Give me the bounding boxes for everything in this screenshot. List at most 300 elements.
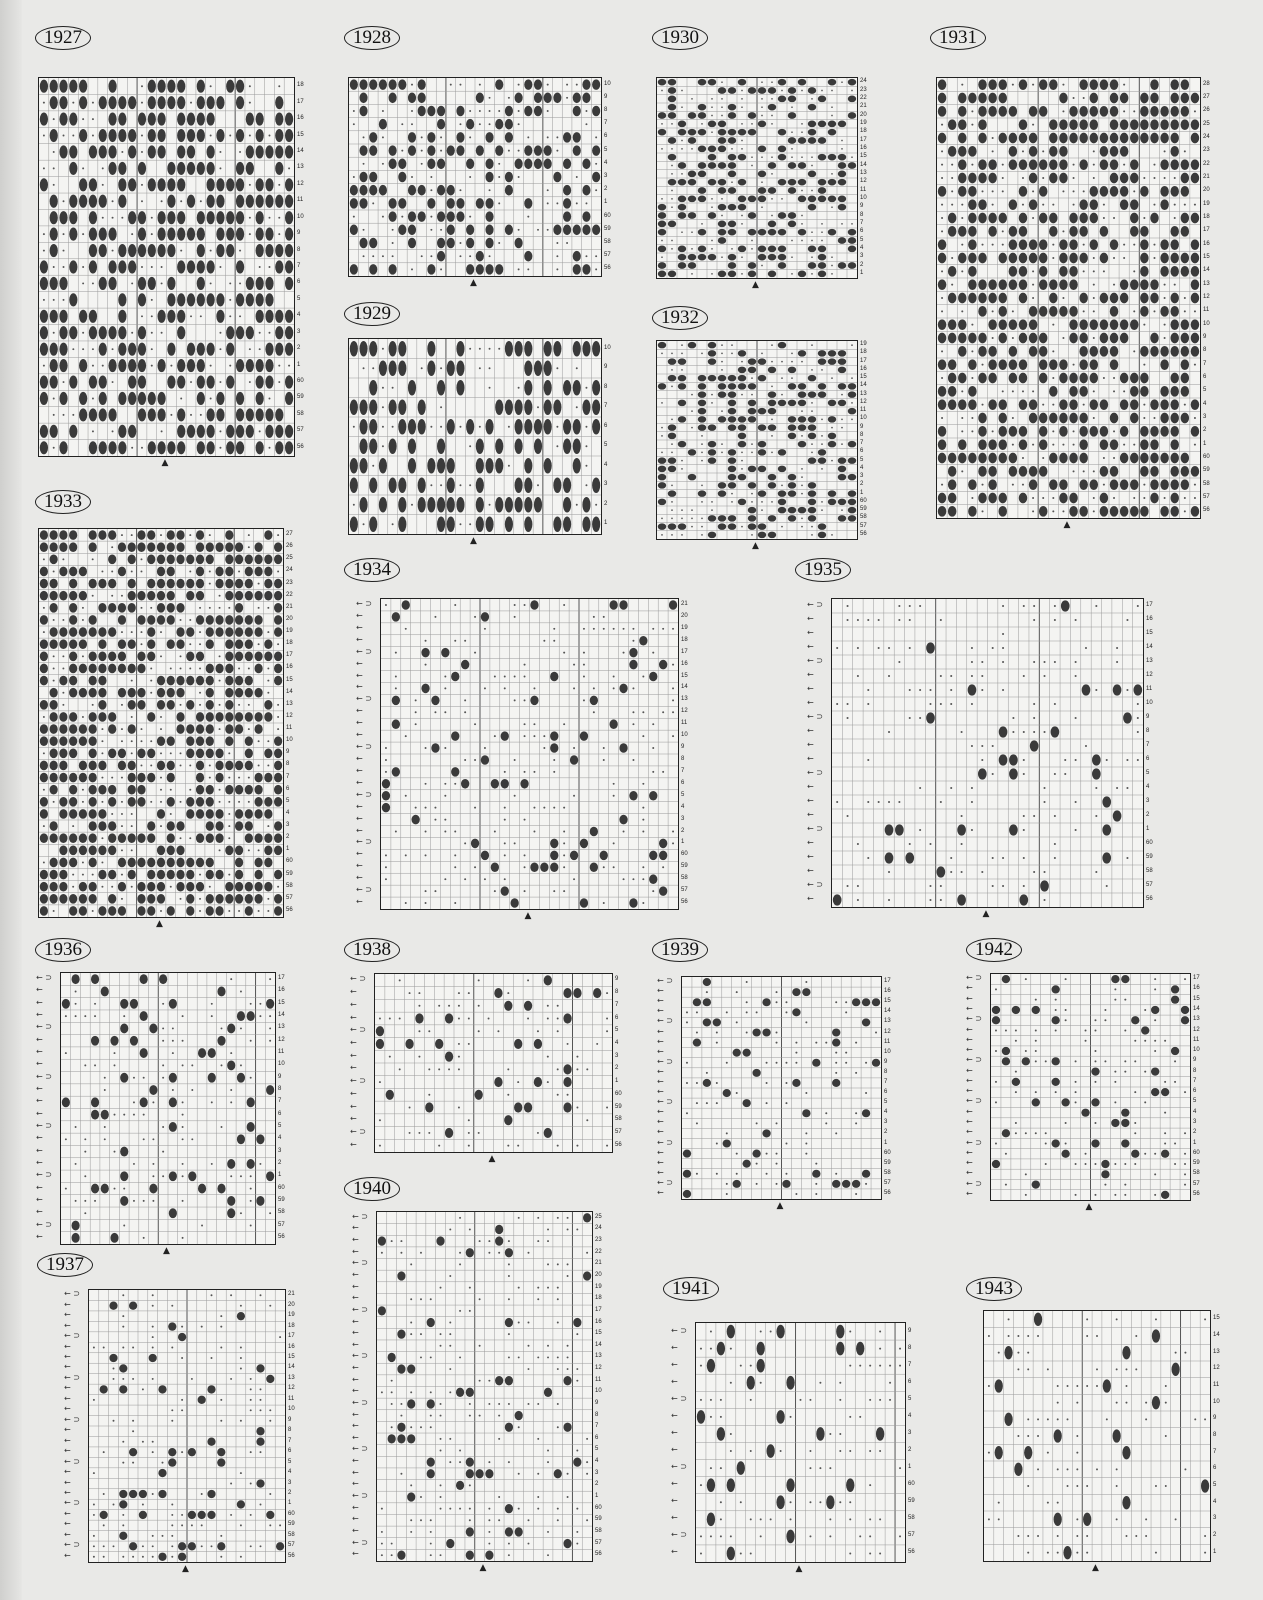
tuck-stitch-dot xyxy=(207,1490,215,1498)
tuck-stitch-dot xyxy=(788,179,796,186)
knit-stitch-point xyxy=(547,1081,549,1083)
tuck-stitch-dot xyxy=(938,186,946,197)
tuck-stitch-dot xyxy=(1100,466,1108,477)
tuck-stitch-dot xyxy=(718,121,726,128)
row-number: 5 xyxy=(297,295,301,302)
knit-stitch-point xyxy=(760,1382,762,1384)
knit-stitch-point xyxy=(909,689,911,691)
knit-stitch-point xyxy=(557,1094,559,1096)
knit-stitch-point xyxy=(381,1554,383,1556)
knit-stitch-point xyxy=(1075,717,1077,719)
knit-stitch-point xyxy=(836,703,838,705)
knit-stitch-point xyxy=(418,1132,420,1134)
tuck-stitch-dot xyxy=(157,591,165,601)
tuck-stitch-dot xyxy=(256,1438,264,1446)
knit-stitch-point xyxy=(811,240,813,242)
tuck-stitch-dot xyxy=(69,293,77,306)
tuck-stitch-dot xyxy=(988,226,996,237)
tuck-stitch-dot xyxy=(197,80,205,93)
tuck-stitch-dot xyxy=(475,1090,483,1100)
tuck-stitch-dot xyxy=(848,162,856,169)
knit-stitch-point xyxy=(440,1333,442,1335)
knit-stitch-point xyxy=(209,570,211,572)
knit-stitch-point xyxy=(1052,510,1054,512)
tuck-stitch-dot xyxy=(698,129,706,136)
knit-stitch-point xyxy=(652,747,654,749)
tuck-stitch-dot xyxy=(79,773,87,783)
tuck-stitch-dot xyxy=(658,212,666,219)
tuck-stitch-dot xyxy=(225,785,233,795)
tuck-stitch-dot xyxy=(1191,333,1199,344)
tuck-stitch-dot xyxy=(1120,119,1128,130)
tuck-stitch-dot xyxy=(59,639,67,649)
knit-stitch-point xyxy=(855,1122,857,1124)
knit-stitch-point xyxy=(1042,204,1044,206)
tuck-stitch-dot xyxy=(256,1427,264,1435)
tuck-stitch-dot xyxy=(708,179,716,186)
knit-stitch-point xyxy=(449,1333,451,1335)
knit-stitch-point xyxy=(710,1416,712,1418)
tuck-stitch-dot xyxy=(407,1364,415,1373)
tuck-stitch-dot xyxy=(1019,319,1027,330)
knit-stitch-point xyxy=(867,619,869,621)
tuck-stitch-dot xyxy=(359,438,367,454)
knit-stitch-point xyxy=(1143,324,1145,326)
knit-stitch-point xyxy=(671,386,673,388)
knit-stitch-point xyxy=(478,1030,480,1032)
row-number: 10 xyxy=(681,732,688,739)
knit-stitch-point xyxy=(53,151,55,153)
tuck-stitch-dot xyxy=(274,554,282,564)
knit-stitch-point xyxy=(444,711,446,713)
tuck-stitch-dot xyxy=(1079,506,1087,517)
knit-stitch-point xyxy=(1093,257,1095,259)
knit-stitch-point xyxy=(1002,190,1004,192)
tuck-stitch-dot xyxy=(425,1102,433,1112)
row-number: 15 xyxy=(278,999,285,1006)
knit-stitch-point xyxy=(113,1367,115,1369)
knit-stitch-point xyxy=(528,1543,530,1545)
tuck-stitch-dot xyxy=(629,898,637,908)
knit-stitch-point xyxy=(750,1552,752,1554)
tuck-stitch-dot xyxy=(778,246,786,253)
arrow-left-icon: ← xyxy=(36,997,43,1007)
knit-stitch-point xyxy=(756,1122,758,1124)
tuck-stitch-dot xyxy=(246,277,254,290)
knit-stitch-point xyxy=(711,198,713,200)
knit-stitch-point xyxy=(801,240,803,242)
knit-stitch-point xyxy=(43,299,45,301)
knit-stitch-point xyxy=(238,910,240,912)
tuck-stitch-dot xyxy=(728,383,736,390)
tuck-stitch-dot xyxy=(505,225,513,236)
tuck-stitch-dot xyxy=(108,530,116,540)
knit-stitch-point xyxy=(238,704,240,706)
tuck-stitch-dot xyxy=(999,506,1007,517)
knit-stitch-point xyxy=(458,1056,460,1058)
knit-stitch-point xyxy=(567,1263,569,1265)
knit-stitch-point xyxy=(381,1531,383,1533)
tuck-stitch-dot xyxy=(592,399,600,415)
tuck-stitch-dot xyxy=(1150,426,1158,437)
row-number: 8 xyxy=(297,246,301,253)
tuck-stitch-dot xyxy=(158,1553,166,1561)
tuck-stitch-dot xyxy=(1191,213,1199,224)
knit-stitch-point xyxy=(652,628,654,630)
knit-stitch-point xyxy=(547,189,549,191)
knit-stitch-point xyxy=(746,1032,748,1034)
tuck-stitch-dot xyxy=(1140,426,1148,437)
knit-stitch-point xyxy=(425,747,427,749)
tuck-stitch-dot xyxy=(274,894,282,904)
row-number: 4 xyxy=(604,461,608,468)
tuck-stitch-dot xyxy=(1170,159,1178,170)
tuck-stitch-dot xyxy=(708,79,716,86)
knit-stitch-point xyxy=(556,255,558,257)
tuck-stitch-dot xyxy=(256,1196,264,1206)
row-number: 20 xyxy=(860,111,867,118)
knit-stitch-point xyxy=(504,771,506,773)
tuck-stitch-dot xyxy=(157,615,165,625)
tuck-stitch-dot xyxy=(1059,253,1067,264)
tuck-stitch-dot xyxy=(59,392,67,405)
tuck-stitch-dot xyxy=(738,416,746,423)
knit-stitch-point xyxy=(392,523,394,525)
arrow-left-icon: ← xyxy=(352,1328,359,1338)
knit-stitch-point xyxy=(53,397,55,399)
tuck-stitch-dot xyxy=(447,198,455,209)
knit-stitch-point xyxy=(527,1018,529,1020)
knit-stitch-point xyxy=(867,857,869,859)
knit-stitch-point xyxy=(182,1101,184,1103)
knit-stitch-point xyxy=(721,452,723,454)
arrow-left-icon: ← xyxy=(807,670,814,679)
knit-stitch-point xyxy=(82,789,84,791)
knit-stitch-point xyxy=(1094,1030,1096,1032)
tuck-stitch-dot xyxy=(79,906,87,916)
knit-stitch-point xyxy=(160,777,162,779)
tuck-stitch-dot xyxy=(59,833,67,843)
tuck-stitch-dot xyxy=(524,251,532,262)
knit-stitch-point xyxy=(507,1145,509,1147)
tuck-stitch-dot xyxy=(215,712,223,722)
row-number: 8 xyxy=(288,1427,292,1434)
knit-stitch-point xyxy=(795,1042,797,1044)
tuck-stitch-dot xyxy=(186,748,194,758)
tuck-stitch-dot xyxy=(1191,133,1199,144)
tuck-stitch-dot xyxy=(544,145,552,156)
tuck-stitch-dot xyxy=(958,173,966,184)
knit-stitch-point xyxy=(248,849,250,851)
tuck-stitch-dot xyxy=(148,80,156,93)
tuck-stitch-dot xyxy=(1123,712,1132,723)
chart-cells xyxy=(657,341,857,539)
tuck-stitch-dot xyxy=(397,1329,405,1338)
knit-stitch-point xyxy=(488,1018,490,1020)
tuck-stitch-dot xyxy=(1090,133,1098,144)
knit-stitch-point xyxy=(971,124,973,126)
tuck-stitch-dot xyxy=(350,399,358,415)
tuck-stitch-dot xyxy=(534,159,542,170)
tuck-stitch-dot xyxy=(988,213,996,224)
tuck-stitch-dot xyxy=(108,833,116,843)
tuck-stitch-dot xyxy=(369,438,377,454)
knit-stitch-point xyxy=(53,414,55,416)
knit-stitch-point xyxy=(122,1514,124,1516)
knit-stitch-point xyxy=(43,102,45,104)
tuck-stitch-dot xyxy=(196,579,204,589)
tuck-stitch-dot xyxy=(378,1236,386,1245)
tuck-stitch-dot xyxy=(1019,279,1027,290)
tuck-stitch-dot xyxy=(938,133,946,144)
knit-stitch-point xyxy=(951,190,953,192)
knit-stitch-point xyxy=(440,1287,442,1289)
tuck-stitch-dot xyxy=(658,499,666,506)
tuck-stitch-dot xyxy=(119,1385,127,1393)
tuck-stitch-dot xyxy=(505,1423,513,1432)
tuck-stitch-dot xyxy=(752,1028,760,1036)
tuck-stitch-dot xyxy=(216,244,224,257)
tuck-stitch-dot xyxy=(999,93,1007,104)
tuck-stitch-dot xyxy=(275,343,283,356)
tuck-stitch-dot xyxy=(788,490,796,497)
tuck-stitch-dot xyxy=(237,1500,245,1508)
tuck-stitch-dot xyxy=(1102,852,1111,863)
tuck-stitch-dot xyxy=(1049,293,1057,304)
tuck-stitch-dot xyxy=(137,906,145,916)
tuck-stitch-dot xyxy=(948,506,956,517)
row-number: 7 xyxy=(615,1001,619,1008)
tuck-stitch-dot xyxy=(1110,466,1118,477)
tuck-stitch-dot xyxy=(69,228,77,241)
knit-stitch-point xyxy=(353,176,355,178)
tuck-stitch-dot xyxy=(573,341,581,357)
tuck-stitch-dot xyxy=(99,195,107,208)
knit-stitch-point xyxy=(230,1514,232,1516)
knit-stitch-point xyxy=(771,435,773,437)
row-number: 11 xyxy=(1203,307,1210,314)
tuck-stitch-dot xyxy=(1059,93,1067,104)
knit-stitch-point xyxy=(405,795,407,797)
tuck-stitch-dot xyxy=(718,204,726,211)
arrow-left-icon: ← xyxy=(807,642,814,651)
knit-stitch-point xyxy=(219,607,221,609)
tuck-stitch-dot xyxy=(397,1364,405,1373)
tuck-stitch-dot xyxy=(186,870,194,880)
knit-stitch-point xyxy=(498,176,500,178)
knit-stitch-point xyxy=(84,1200,86,1202)
tuck-stitch-dot xyxy=(812,1059,820,1067)
knit-stitch-point xyxy=(1184,404,1186,406)
knit-stitch-point xyxy=(576,406,578,408)
tuck-stitch-dot xyxy=(818,137,826,144)
knit-stitch-point xyxy=(514,842,516,844)
knit-stitch-point xyxy=(488,1380,490,1382)
tuck-stitch-dot xyxy=(427,264,435,275)
knit-stitch-point xyxy=(681,518,683,520)
arrow-left-icon: ← xyxy=(356,610,363,620)
knit-stitch-point xyxy=(1073,204,1075,206)
knit-stitch-point xyxy=(992,857,994,859)
knit-stitch-point xyxy=(859,1416,861,1418)
pattern-number-label: 1932 xyxy=(652,306,708,330)
knit-stitch-point xyxy=(459,1450,461,1452)
tuck-stitch-dot xyxy=(718,129,726,136)
knit-stitch-point xyxy=(488,1403,490,1405)
row-number: 15 xyxy=(288,1354,295,1360)
tuck-stitch-dot xyxy=(451,672,459,682)
knit-stitch-point xyxy=(671,248,673,250)
knit-stitch-point xyxy=(102,365,104,367)
tuck-stitch-dot xyxy=(147,615,155,625)
knit-stitch-point xyxy=(418,1005,420,1007)
row-number: 1 xyxy=(278,1172,282,1179)
tuck-stitch-dot xyxy=(828,490,836,497)
row-number: 7 xyxy=(604,403,608,410)
tuck-stitch-dot xyxy=(1049,226,1057,237)
tuck-stitch-dot xyxy=(196,591,204,601)
tuck-stitch-dot xyxy=(1110,106,1118,117)
knit-stitch-point xyxy=(170,667,172,669)
tuck-stitch-dot xyxy=(245,651,253,661)
tuck-stitch-dot xyxy=(157,603,165,613)
tuck-stitch-dot xyxy=(256,392,264,405)
row-number: 6 xyxy=(615,1014,619,1021)
knit-stitch-point xyxy=(1062,190,1064,192)
tuck-stitch-dot xyxy=(1009,133,1017,144)
tuck-stitch-dot xyxy=(1170,373,1178,384)
tuck-stitch-dot xyxy=(592,341,600,357)
knit-stitch-point xyxy=(434,819,436,821)
knit-stitch-point xyxy=(951,164,953,166)
arrow-left-icon: ← ⊃ xyxy=(657,1137,673,1147)
tuck-stitch-dot xyxy=(167,162,175,175)
tuck-stitch-dot xyxy=(89,797,97,807)
tuck-stitch-dot xyxy=(264,797,272,807)
tuck-stitch-dot xyxy=(1170,333,1178,344)
knit-stitch-point xyxy=(567,1275,569,1277)
row-number: 11 xyxy=(1146,686,1153,692)
knit-stitch-point xyxy=(209,534,211,536)
tuck-stitch-dot xyxy=(235,821,243,831)
row-number: 25 xyxy=(1203,120,1210,127)
tuck-stitch-dot xyxy=(738,204,746,211)
tuck-stitch-dot xyxy=(359,458,367,474)
knit-stitch-point xyxy=(1052,497,1054,499)
knit-stitch-point xyxy=(444,687,446,689)
tuck-stitch-dot xyxy=(1120,173,1128,184)
knit-stitch-point xyxy=(75,1200,77,1202)
knit-stitch-point xyxy=(1126,619,1128,621)
row-number: 8 xyxy=(884,1068,888,1075)
tuck-stitch-dot xyxy=(187,195,195,208)
tuck-stitch-dot xyxy=(1120,453,1128,464)
arrow-left-icon: ← ⊃ xyxy=(36,973,52,983)
knit-stitch-point xyxy=(1103,204,1105,206)
knit-stitch-point xyxy=(228,874,230,876)
tuck-stitch-dot xyxy=(958,159,966,170)
knit-stitch-point xyxy=(547,136,549,138)
knit-stitch-point xyxy=(1042,177,1044,179)
pattern-number-label: 1934 xyxy=(344,558,400,582)
knit-stitch-point xyxy=(1083,470,1085,472)
tuck-stitch-dot xyxy=(89,821,97,831)
knit-stitch-point xyxy=(961,815,963,817)
knit-stitch-point xyxy=(971,703,973,705)
knit-stitch-point xyxy=(811,344,813,346)
tuck-stitch-dot xyxy=(1102,796,1111,807)
tuck-stitch-dot xyxy=(379,360,387,376)
tuck-stitch-dot xyxy=(187,359,195,372)
tuck-stitch-dot xyxy=(128,343,136,356)
tuck-stitch-dot xyxy=(177,375,185,388)
knit-stitch-point xyxy=(82,716,84,718)
tuck-stitch-dot xyxy=(968,213,976,224)
tuck-stitch-dot xyxy=(89,579,97,589)
tuck-stitch-dot xyxy=(708,146,716,153)
knit-stitch-point xyxy=(189,789,191,791)
tuck-stitch-dot xyxy=(167,858,175,868)
row-number: 5 xyxy=(860,236,864,243)
tuck-stitch-dot xyxy=(776,1410,784,1424)
knit-stitch-point xyxy=(547,1345,549,1347)
tuck-stitch-dot xyxy=(1170,146,1178,157)
knit-stitch-point xyxy=(363,163,365,165)
tuck-stitch-dot xyxy=(50,375,58,388)
row-number: 3 xyxy=(278,1147,282,1154)
tuck-stitch-dot xyxy=(59,882,67,892)
tuck-stitch-dot xyxy=(544,399,552,415)
arrow-left-icon: ← xyxy=(36,1157,43,1167)
tuck-stitch-dot xyxy=(476,497,484,513)
knit-stitch-point xyxy=(781,377,783,379)
tuck-stitch-dot xyxy=(225,688,233,698)
knit-stitch-point xyxy=(444,747,446,749)
knit-stitch-point xyxy=(180,801,182,803)
tuck-stitch-dot xyxy=(99,375,107,388)
knit-stitch-point xyxy=(1137,605,1139,607)
knit-stitch-point xyxy=(249,85,251,87)
tuck-stitch-dot xyxy=(108,845,116,855)
knit-stitch-point xyxy=(391,1391,393,1393)
arrow-left-icon: ← xyxy=(671,1513,678,1523)
row-number: 14 xyxy=(884,1008,891,1015)
tuck-stitch-dot xyxy=(255,773,263,783)
arrow-left-icon: ← xyxy=(36,985,43,995)
tuck-stitch-dot xyxy=(40,870,48,880)
knit-stitch-point xyxy=(201,1524,203,1526)
row-number: 58 xyxy=(681,875,688,882)
knit-stitch-point xyxy=(395,687,397,689)
knit-stitch-point xyxy=(1124,999,1126,1001)
knit-stitch-point xyxy=(1095,787,1097,789)
tuck-stitch-dot xyxy=(808,121,816,128)
row-number: 56 xyxy=(297,443,304,450)
knit-stitch-point xyxy=(152,1451,154,1453)
tuck-stitch-dot xyxy=(235,579,243,589)
tuck-stitch-dot xyxy=(118,178,126,191)
row-number-column xyxy=(860,77,874,277)
knit-stitch-point xyxy=(469,1508,471,1510)
knit-stitch-point xyxy=(141,184,143,186)
knit-stitch-point xyxy=(122,1556,124,1558)
knit-stitch-point xyxy=(1002,605,1004,607)
tuck-stitch-dot xyxy=(196,809,204,819)
tuck-stitch-dot xyxy=(1100,293,1108,304)
tuck-stitch-dot xyxy=(398,341,406,357)
tuck-stitch-dot xyxy=(50,821,58,831)
knit-stitch-point xyxy=(1094,1060,1096,1062)
